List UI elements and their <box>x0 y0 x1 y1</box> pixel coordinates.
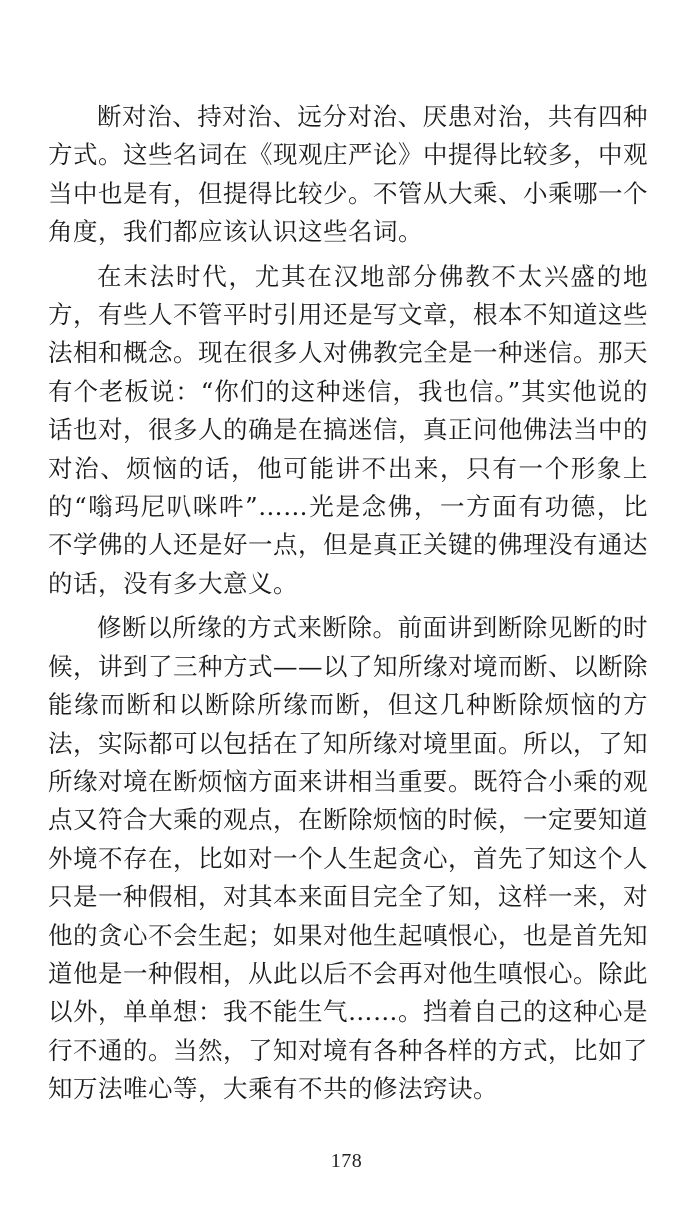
paragraph-1: 断对治、持对治、远分对治、厌患对治，共有四种方式。这些名词在《现观庄严论》中提得比较多，中观当中也是有，但提得比较少。不管从大乘、小乘哪一个角度，我们都应该认识这些名词。 <box>48 102 648 247</box>
page-number: 178 <box>330 1150 363 1172</box>
paragraph-3: 修断以所缘的方式来断除。前面讲到断除见断的时候，讲到了三种方式——以了知所缘对境而断、以断除能缘而断和以断除所缘而断，但这几种断除烦恼的方法，实际都可以包括在了知所缘对境里面。所以，了知所缘对境在断烦恼方面来讲相当重要。既符合小乘的观点又符合大乘的观点，在断除烦恼的时候，一定要知道外境不存在，比如对一个人生起贪心，首先了知这个人只是一种假相，对其本来面目完全了知，这样一来，对他的贪心不会生起；如果对他生起嗔恨心，也是首先知道他是一种假相，从此以后不会再对他生嗔恨心。除此以外，单单想：我不能生气……。挡着自己的这种心是行不通的。当然，了知对境有各种各样的方式，比如了知万法唯心等，大乘有不共的修法窍诀。 <box>48 613 648 1104</box>
paragraph-2: 在末法时代，尤其在汉地部分佛教不太兴盛的地方，有些人不管平时引用还是写文章，根本不知道这些法相和概念。现在很多人对佛教完全是一种迷信。那天有个老板说：“你们的这种迷信，我也信。”其实他说的话也对，很多人的确是在搞迷信，真正问他佛法当中的对治、烦恼的话，他可能讲不出来，只有一个形象上的“嗡玛尼叭咪吽”……光是念佛，一方面有功德，比不学佛的人还是好一点，但是真正关键的佛理没有通达的话，没有多大意义。 <box>48 261 648 598</box>
body-text <box>48 98 648 1115</box>
